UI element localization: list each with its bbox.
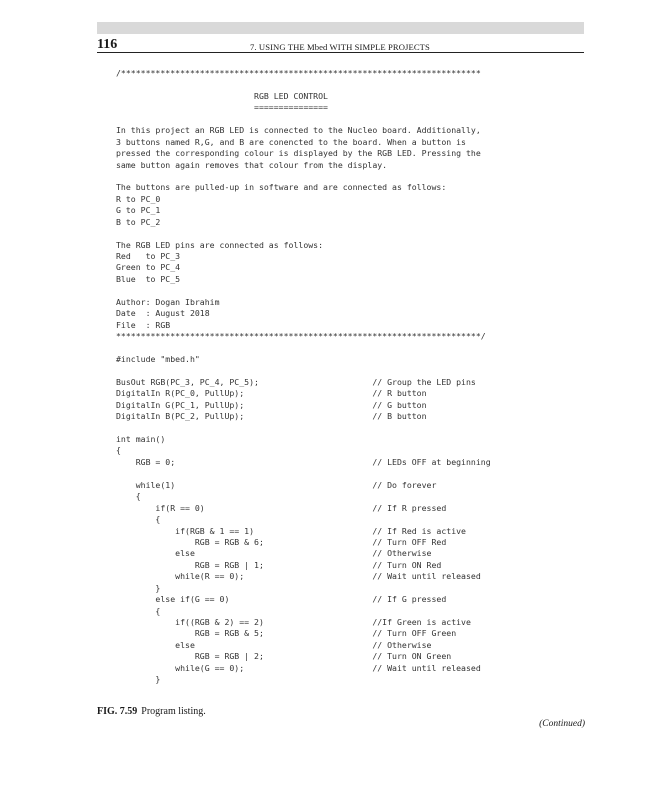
code-line: DigitalIn R(PC_0, PullUp); // R button: [116, 388, 427, 399]
header-rule: [97, 52, 584, 53]
code-line: {: [116, 605, 161, 616]
code-line: G to PC_1: [116, 205, 161, 216]
code-line: [116, 365, 491, 376]
code-line: [116, 343, 491, 354]
code-line: }: [116, 582, 161, 593]
continued-note: (Continued): [539, 719, 585, 729]
code-line: same button again removes that colour from the display.: [116, 159, 388, 170]
code-line: }: [116, 674, 161, 685]
code-line: File : RGB: [116, 319, 171, 330]
page-number: 116: [97, 37, 118, 52]
code-line: while(G == 0); // Wait until released: [116, 662, 481, 673]
code-line: /*************************************************************************: [116, 68, 481, 78]
running-head: 7. USING THE Mbed WITH SIMPLE PROJECTS: [250, 42, 430, 52]
code-line: while(R == 0); // Wait until released: [116, 571, 481, 582]
figure-label: FIG. 7.59: [97, 706, 138, 717]
code-line: The RGB LED pins are connected as follows:: [116, 239, 324, 250]
header-band: [97, 22, 584, 34]
code-line: [116, 423, 491, 434]
code-line: [116, 228, 491, 239]
code-line: RGB = RGB | 2; // Turn ON Green: [116, 651, 452, 662]
code-line: pressed the corresponding colour is displayed by the RGB LED. Pressing the: [116, 148, 481, 159]
code-line: R to PC_0: [116, 193, 161, 204]
code-line: {: [116, 445, 121, 456]
code-line: The buttons are pulled-up in software and are connected as follows:: [116, 182, 447, 193]
code-line: #include "mbed.h": [116, 353, 200, 364]
code-line: else // Otherwise: [116, 548, 432, 559]
code-line: RGB = RGB | 1; // Turn ON Red: [116, 559, 442, 570]
code-line: else if(G == 0) // If G pressed: [116, 594, 447, 605]
code-line: [116, 79, 491, 90]
code-line: Author: Dogan Ibrahim: [116, 296, 220, 307]
code-line: {: [116, 491, 141, 502]
code-line: ===============: [116, 102, 328, 113]
code-line: RGB LED CONTROL: [116, 90, 328, 101]
code-line: BusOut RGB(PC_3, PC_4, PC_5); // Group the LED pins: [116, 376, 476, 387]
code-line: [116, 468, 491, 479]
code-line: RGB = RGB & 6; // Turn OFF Red: [116, 536, 447, 547]
code-line: Red to PC_3: [116, 251, 181, 261]
code-line: while(1) // Do forever: [116, 479, 437, 490]
code-line: {: [116, 514, 161, 525]
code-line: In this project an RGB LED is connected to the Nucleo board. Additionally,: [116, 125, 481, 136]
code-line: [116, 171, 491, 182]
code-line: B to PC_2: [116, 216, 161, 227]
code-line: if(R == 0) // If R pressed: [116, 502, 447, 513]
code-line: Blue to PC_5: [116, 273, 181, 284]
code-line: [116, 114, 491, 125]
code-line: RGB = RGB & 5; // Turn OFF Green: [116, 628, 457, 639]
code-line: int main(): [116, 434, 166, 444]
code-line: if((RGB & 2) == 2) //If Green is active: [116, 617, 471, 627]
code-line: DigitalIn B(PC_2, PullUp); // B button: [116, 411, 427, 422]
figure-caption-text: Program listing.: [141, 706, 206, 717]
code-line: [116, 285, 491, 296]
code-line: Green to PC_4: [116, 262, 181, 273]
code-line: Date : August 2018: [116, 308, 210, 319]
program-listing: [116, 68, 491, 686]
code-line: if(RGB & 1 == 1) // If Red is active: [116, 525, 466, 536]
code-line: else // Otherwise: [116, 639, 432, 650]
code-line: **************************************************************************/: [116, 331, 486, 342]
figure-caption: [97, 706, 206, 718]
code-line: 3 buttons named R,G, and B are conencted to the board. When a button is: [116, 136, 466, 147]
code-line: DigitalIn G(PC_1, PullUp); // G button: [116, 399, 427, 410]
code-line: RGB = 0; // LEDs OFF at beginning: [116, 456, 491, 467]
